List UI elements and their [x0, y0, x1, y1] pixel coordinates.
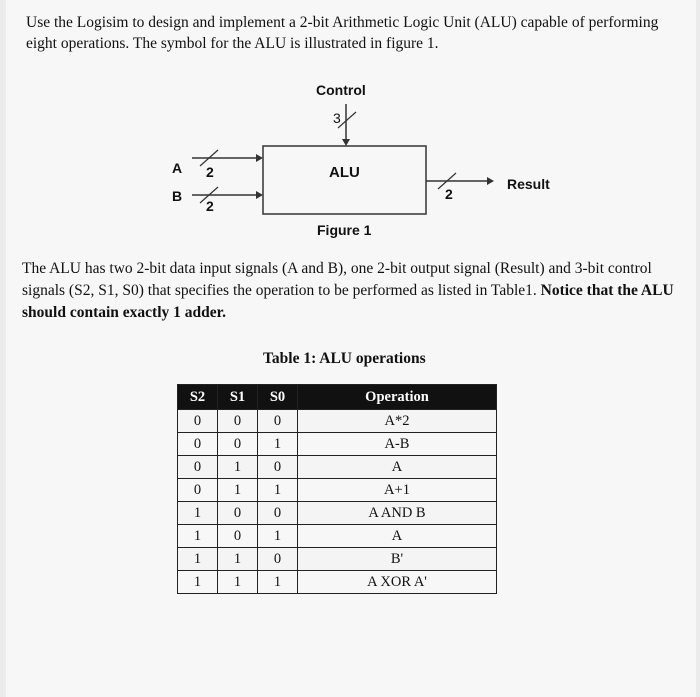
cell-s0: 1 — [258, 571, 298, 594]
cell-s0: 1 — [258, 479, 298, 502]
cell-s1: 1 — [218, 479, 258, 502]
input-a-label: A — [172, 160, 183, 176]
input-a-arrowhead — [256, 154, 263, 162]
cell-operation: A XOR A' — [298, 571, 497, 594]
cell-s1: 0 — [218, 502, 258, 525]
cell-s2: 0 — [178, 479, 218, 502]
cell-s1: 0 — [218, 525, 258, 548]
input-b-arrowhead — [256, 191, 263, 199]
adder-note: Notice that the ALU should contain exactly 1 adder. — [22, 282, 674, 321]
cell-s2: 0 — [178, 410, 218, 433]
control-label: Control — [316, 82, 366, 98]
cell-s1: 1 — [218, 456, 258, 479]
output-width-label: 2 — [445, 186, 453, 202]
header-s2: S2 — [178, 385, 218, 410]
description-text: The ALU has two 2-bit data input signals (A and B), one 2-bit output signal (Result) and 3-bit control signals (S2, S1, S0) that specifies the operation to be performed as listed in Table1. — [22, 260, 652, 299]
cell-s0: 1 — [258, 433, 298, 456]
table-title: Table 1: ALU operations — [263, 350, 426, 367]
cell-operation: A — [298, 525, 497, 548]
table-row — [178, 571, 497, 594]
header-operation: Operation — [298, 385, 497, 410]
input-a-width-label: 2 — [206, 164, 214, 180]
description-paragraph — [22, 258, 684, 324]
table-row — [178, 410, 497, 433]
table-row — [178, 479, 497, 502]
output-arrowhead — [487, 177, 494, 185]
cell-operation: A-B — [298, 433, 497, 456]
input-b-label: B — [172, 188, 183, 204]
cell-operation: A AND B — [298, 502, 497, 525]
cell-s2: 1 — [178, 548, 218, 571]
intro-paragraph: Use the Logisim to design and implement a 2-bit Arithmetic Logic Unit (ALU) capable of performing eight operations. The symbol for the ALU is illustrated in figure 1. — [26, 14, 659, 52]
result-label: Result — [507, 176, 550, 192]
cell-s0: 0 — [258, 456, 298, 479]
cell-operation: A — [298, 456, 497, 479]
control-width-label: 3 — [333, 110, 341, 126]
cell-s2: 0 — [178, 456, 218, 479]
cell-s1: 1 — [218, 548, 258, 571]
cell-s2: 1 — [178, 502, 218, 525]
figure-caption: Figure 1 — [317, 222, 372, 238]
cell-s0: 1 — [258, 525, 298, 548]
table-row — [178, 502, 497, 525]
table-row — [178, 525, 497, 548]
table-row — [178, 548, 497, 571]
alu-label: ALU — [329, 164, 360, 181]
cell-s0: 0 — [258, 502, 298, 525]
table-header-row — [178, 385, 497, 410]
cell-s2: 1 — [178, 571, 218, 594]
cell-s1: 0 — [218, 433, 258, 456]
cell-s2: 1 — [178, 525, 218, 548]
header-s1: S1 — [218, 385, 258, 410]
control-arrowhead — [342, 139, 350, 146]
alu-symbol-diagram — [0, 0, 700, 260]
cell-s2: 0 — [178, 433, 218, 456]
cell-s0: 0 — [258, 410, 298, 433]
table-row — [178, 433, 497, 456]
cell-s0: 0 — [258, 548, 298, 571]
table-row — [178, 456, 497, 479]
header-s0: S0 — [258, 385, 298, 410]
cell-operation: B' — [298, 548, 497, 571]
cell-operation: A*2 — [298, 410, 497, 433]
input-b-width-label: 2 — [206, 198, 214, 214]
alu-operations-table — [177, 384, 497, 594]
cell-s1: 0 — [218, 410, 258, 433]
cell-operation: A+1 — [298, 479, 497, 502]
cell-s1: 1 — [218, 571, 258, 594]
